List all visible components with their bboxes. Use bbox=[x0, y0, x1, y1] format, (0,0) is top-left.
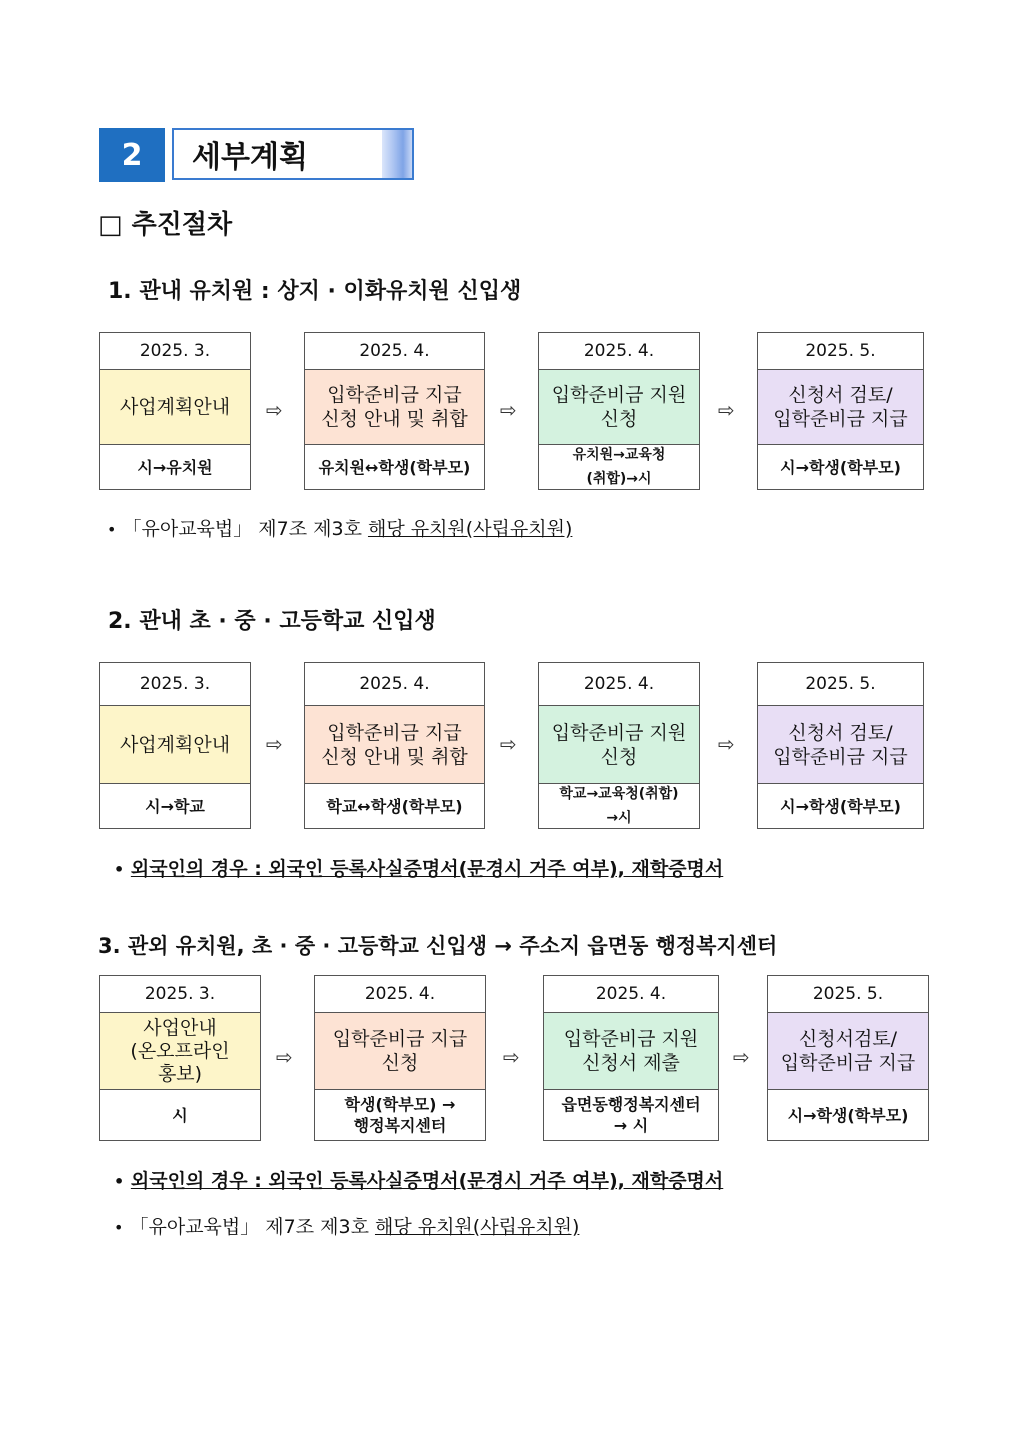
step-actor: 학교→교육청(취합) →시 bbox=[559, 786, 679, 826]
flow-3-step-3 bbox=[543, 975, 719, 1141]
flow-arrow-icon: ⇨ bbox=[266, 398, 283, 422]
step-actor: 시→학생(학부모) bbox=[780, 457, 901, 477]
flow-1-note-1 bbox=[107, 514, 572, 541]
step-date: 2025. 3. bbox=[100, 976, 260, 1013]
section-title: 세부계획 bbox=[192, 140, 308, 175]
step-content: 신청서 검토/ 입학준비금 지급 bbox=[758, 706, 923, 784]
step-content: 입학준비금 지급 신청 안내 및 취합 bbox=[305, 706, 484, 784]
flow-2-note-1 bbox=[114, 854, 723, 881]
flow-2-step-1 bbox=[99, 662, 251, 829]
flow-3-note-1 bbox=[114, 1166, 723, 1193]
flow-1-title: 1. 관내 유치원 : 상지 · 이화유치원 신입생 bbox=[108, 279, 522, 304]
flow-1-step-3 bbox=[538, 332, 700, 490]
flow-arrow-icon: ⇨ bbox=[266, 732, 283, 756]
step-actor: 시→유치원 bbox=[137, 457, 213, 477]
step-date: 2025. 4. bbox=[544, 976, 718, 1013]
flow-1-step-2 bbox=[304, 332, 485, 490]
bullet: • bbox=[114, 860, 125, 879]
bullet: • bbox=[114, 1172, 125, 1191]
section-title-box bbox=[172, 128, 414, 180]
flow-2-step-4 bbox=[757, 662, 924, 829]
flow-2-title: 2. 관내 초 · 중 · 고등학교 신입생 bbox=[108, 609, 436, 634]
step-actor: 학생(학부모) → 행정복지센터 bbox=[344, 1095, 456, 1135]
step-date: 2025. 3. bbox=[100, 333, 250, 370]
flow-3-step-2 bbox=[314, 975, 486, 1141]
flow-arrow-icon: ⇨ bbox=[500, 398, 517, 422]
step-content: 입학준비금 지급 신청 안내 및 취합 bbox=[305, 370, 484, 445]
step-content: 입학준비금 지원 신청서 제출 bbox=[544, 1013, 718, 1090]
step-date: 2025. 4. bbox=[315, 976, 485, 1013]
step-actor: 시→학생(학부모) bbox=[787, 1105, 909, 1125]
step-actor: 시→학교 bbox=[145, 796, 205, 816]
step-content: 입학준비금 지원 신청 bbox=[539, 706, 699, 784]
step-date: 2025. 5. bbox=[758, 333, 923, 370]
note-underlined: 해당 유치원(사립유치원) bbox=[367, 518, 573, 540]
note-underlined: 해당 유치원(사립유치원) bbox=[374, 1216, 580, 1238]
flow-3-step-1 bbox=[99, 975, 261, 1141]
bullet: • bbox=[107, 520, 117, 539]
flow-arrow-icon: ⇨ bbox=[733, 1045, 750, 1069]
note-text: 「유아교육법」 제7조 제3호 bbox=[129, 1216, 375, 1238]
section-number: 2 bbox=[99, 128, 165, 182]
flow-arrow-icon: ⇨ bbox=[500, 732, 517, 756]
step-date: 2025. 5. bbox=[768, 976, 928, 1013]
note-text: 「유아교육법」 제7조 제3호 bbox=[122, 518, 368, 540]
step-content: 입학준비금 지급 신청 bbox=[315, 1013, 485, 1090]
flow-1-step-1 bbox=[99, 332, 251, 490]
step-content: 신청서 검토/ 입학준비금 지급 bbox=[758, 370, 923, 445]
note-underlined: 외국인의 경우 : 외국인 등록사실증명서(문경시 거주 여부), 재학증명서 bbox=[130, 858, 724, 880]
step-content: 사업계획안내 bbox=[100, 706, 250, 784]
flow-arrow-icon: ⇨ bbox=[276, 1045, 293, 1069]
bullet: • bbox=[114, 1218, 124, 1237]
step-actor: 유치원↔학생(학부모) bbox=[318, 457, 471, 477]
step-content: 사업안내 (온오프라인 홍보) bbox=[100, 1013, 260, 1090]
step-date: 2025. 4. bbox=[305, 663, 484, 706]
title-gradient-decoration bbox=[382, 130, 412, 178]
flow-1-step-4 bbox=[757, 332, 924, 490]
step-date: 2025. 4. bbox=[539, 663, 699, 706]
flow-arrow-icon: ⇨ bbox=[718, 398, 735, 422]
step-content: 입학준비금 지원 신청 bbox=[539, 370, 699, 445]
flow-3-title: 3. 관외 유치원, 초 · 중 · 고등학교 신입생 → 주소지 읍면동 행정복지센터 bbox=[98, 934, 778, 958]
step-actor: 학교↔학생(학부모) bbox=[326, 796, 463, 816]
note-underlined: 외국인의 경우 : 외국인 등록사실증명서(문경시 거주 여부), 재학증명서 bbox=[130, 1170, 724, 1192]
step-content: 사업계획안내 bbox=[100, 370, 250, 445]
step-actor: 읍면동행정복지센터 → 시 bbox=[561, 1095, 701, 1135]
step-date: 2025. 3. bbox=[100, 663, 250, 706]
flow-arrow-icon: ⇨ bbox=[718, 732, 735, 756]
flow-2-step-3 bbox=[538, 662, 700, 829]
step-actor: 유치원→교육청 (취합)→시 bbox=[572, 447, 666, 487]
step-actor: 시 bbox=[172, 1105, 188, 1125]
step-date: 2025. 4. bbox=[539, 333, 699, 370]
flow-arrow-icon: ⇨ bbox=[503, 1045, 520, 1069]
step-actor: 시→학생(학부모) bbox=[780, 796, 901, 816]
flow-3-note-2 bbox=[114, 1212, 579, 1239]
flow-3-step-4 bbox=[767, 975, 929, 1141]
subheading: □ 추진절차 bbox=[98, 210, 233, 240]
flow-2-step-2 bbox=[304, 662, 485, 829]
step-date: 2025. 4. bbox=[305, 333, 484, 370]
step-content: 신청서검토/ 입학준비금 지급 bbox=[768, 1013, 928, 1090]
step-date: 2025. 5. bbox=[758, 663, 923, 706]
